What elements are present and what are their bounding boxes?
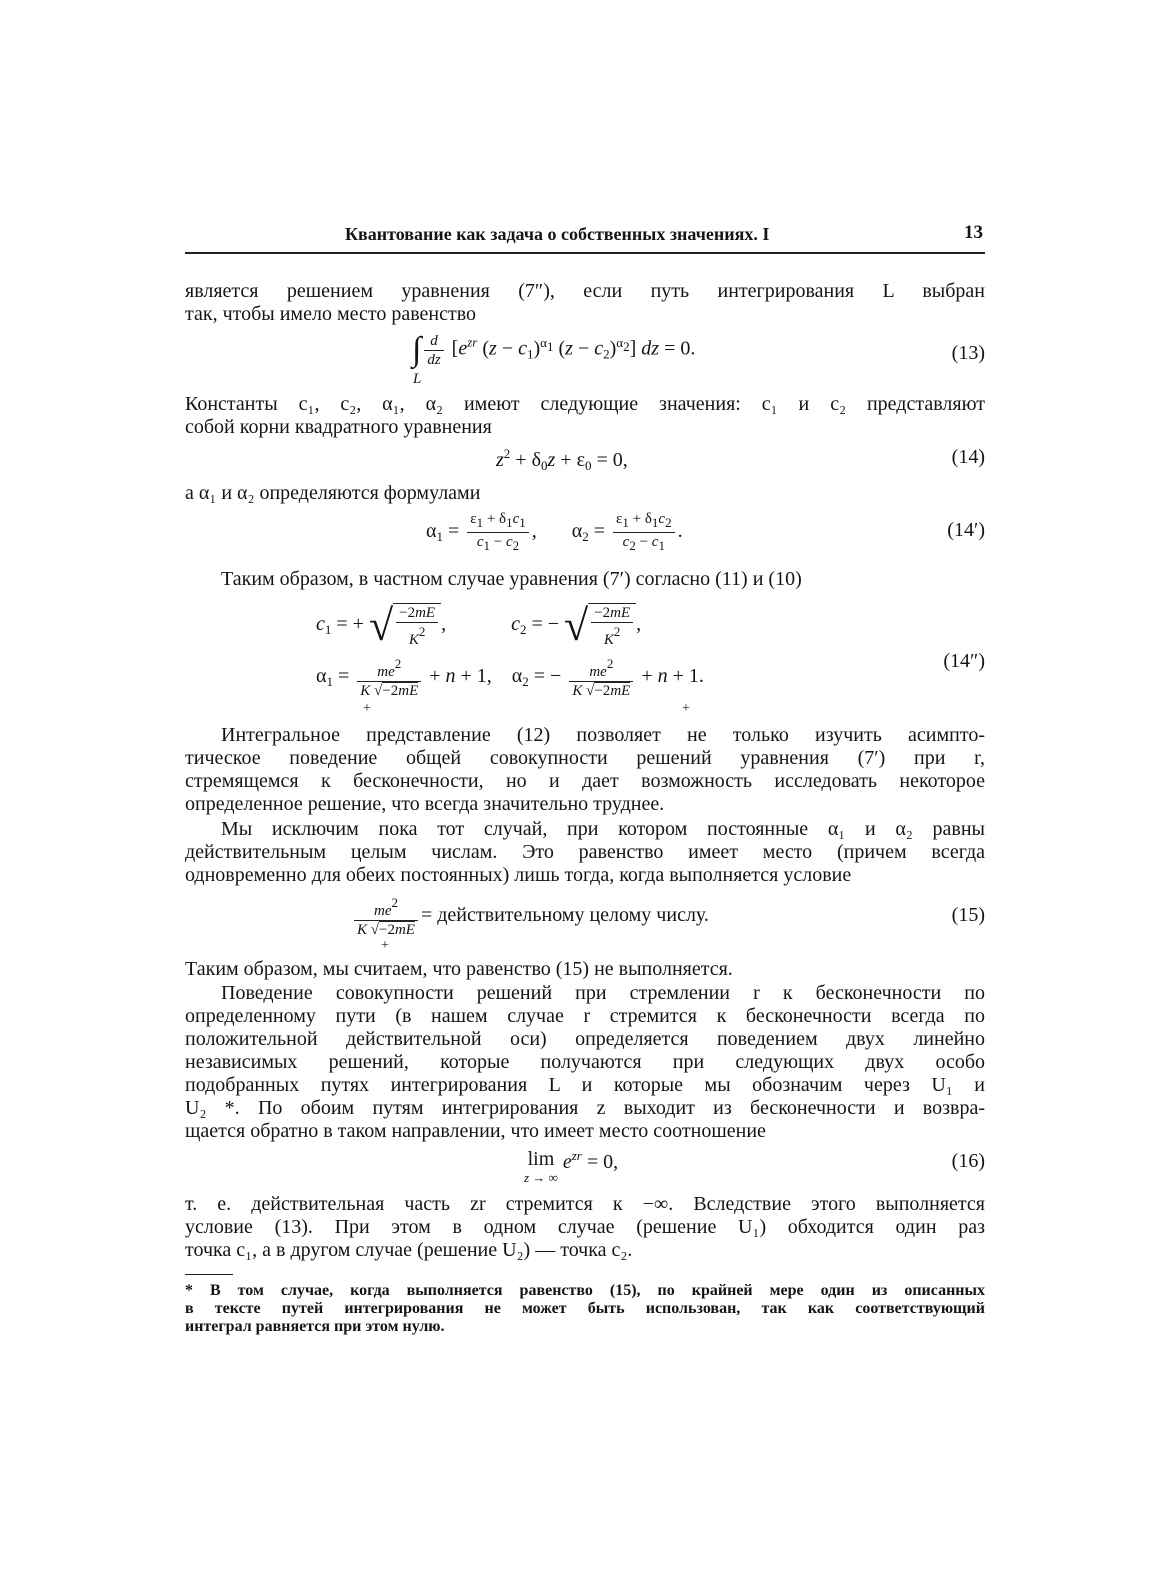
eq16-number: (16): [951, 1150, 985, 1172]
plus-sign-left: +: [363, 701, 371, 716]
para9-line3: точка c₁, а в другом случае (решение U₂) — точка c₂.: [185, 1239, 633, 1261]
equation-13: ∫ $\frac{d}{dz}$ [$e^{zr}$ $(z - c_1)^{\alpha_1}$ $(z - c_2)^{\alpha_2}$] dz = 0.: [412, 331, 696, 368]
para8-line2: определенному пути (в нашем случае r стремится к бесконечности всегда по: [185, 1005, 985, 1027]
equation-14: $z^2 + \delta_0z + \varepsilon_0 = 0$,: [496, 446, 628, 473]
eq14-number: (14): [951, 446, 985, 468]
eq14a-number: (14′): [947, 519, 985, 541]
para5-line1: Интегральное представление (12) позволяет не только изучить асимпто-: [221, 724, 985, 746]
para2-line1: Константы c₁, c₂, α₁, α₂ имеют следующие значения: c₁ и c₂ представляют: [185, 393, 985, 415]
para5-line2: тическое поведение общей совокупности решений уравнения (7′) при r,: [185, 747, 985, 769]
para7-line1: Таким образом, мы считаем, что равенство (15) не выполняется.: [185, 958, 733, 980]
equation-14-double-prime-line2: $\alpha_1$ = $\frac{me^2}{K √-2mE}$ + n + 1, $\alpha_2$ = − $\frac{me^2}{K √-2mE}$ + n + 1.: [316, 656, 704, 699]
equation-14-prime: $\alpha_1$ = $\frac{\varepsilon_1 + \delta_1c_1}{c_1 - c_2}$ , $\alpha_2$ = $\frac{\varepsilon_1 + \delta_1c_2}{c_2 - c_1}$ .: [426, 511, 683, 553]
running-header: [185, 222, 985, 254]
para8-line1: Поведение совокупности решений при стремлении r к бесконечности по: [221, 982, 985, 1004]
eq14b-number: (14″): [943, 650, 985, 672]
para3-line1: а α₁ и α₂ определяются формулами: [185, 482, 481, 504]
para9-line1: т. е. действительная часть zr стремится к −∞. Вследствие этого выполняется: [185, 1193, 985, 1215]
page-number: 13: [964, 222, 983, 243]
para8-line3: положительной действительной оси) определяется поведением двух линейно: [185, 1028, 985, 1050]
plus-sign-right: +: [682, 701, 690, 716]
equation-15: $\frac{me^2}{K √-2mE}$ = действительному целому числу.: [351, 894, 709, 939]
para2-line2: собой корни квадратного уравнения: [185, 416, 492, 438]
plus-sign-eq15: +: [381, 938, 389, 953]
equation-14-double-prime-line1: $c_1$ = + √ $\frac{-2mE}{K^2}$ , $c_2$ = − √ $\frac{-2mE}{K^2}$ ,: [316, 601, 642, 650]
footnote-line3: интеграл равняется при этом нулю.: [185, 1318, 445, 1335]
footnote-line1: * В том случае, когда выполняется равенство (15), по крайней мере один из описанных: [185, 1282, 985, 1299]
eq13-number: (13): [951, 342, 985, 364]
para6-line3: одновременно для обеих постоянных) лишь тогда, когда выполняется условие: [185, 864, 852, 886]
para6-line2: действительным целым числам. Это равенство имеет место (причем всегда: [185, 841, 985, 863]
footnote-rule: [185, 1274, 233, 1275]
para5-line4: определенное решение, что всегда значительно труднее.: [185, 793, 665, 815]
para1-line2: так, чтобы имело место равенство: [185, 303, 477, 325]
para1-line1: является решением уравнения (7″), если путь интегрирования L выбран: [185, 280, 985, 302]
eq15-rhs: = действительному целому числу.: [420, 904, 709, 927]
para6-line1: Мы исключим пока тот случай, при котором постоянные α₁ и α₂ равны: [221, 818, 985, 840]
integral-path-label: L: [413, 371, 422, 387]
para8-line4: независимых решений, которые получаются при следующих двух особо: [185, 1051, 985, 1073]
equation-16: lim z → ∞ $e^{zr} = 0$,: [524, 1148, 619, 1185]
para8-line7: щается обратно в таком направлении, что имеет место соотношение: [185, 1120, 766, 1142]
eq15-number: (15): [951, 904, 985, 926]
header-title: Квантование как задача о собственных значениях. I: [345, 224, 770, 244]
para8-line5: подобранных путях интегрирования L и которые мы обозначим через U₁ и: [185, 1074, 985, 1096]
footnote-line2: в тексте путей интегрирования не может быть использован, так как соответствующий: [185, 1300, 985, 1317]
para9-line2: условие (13). При этом в одном случае (решение U₁) обходится один раз: [185, 1216, 985, 1238]
para5-line3: стремящемся к бесконечности, но и дает возможность исследовать некоторое: [185, 770, 985, 792]
para8-line6: U₂ *. По обоим путям интегрирования z выходит из бесконечности и возвра-: [185, 1097, 985, 1119]
para4-line1: Таким образом, в частном случае уравнения (7′) согласно (11) и (10): [221, 568, 802, 590]
